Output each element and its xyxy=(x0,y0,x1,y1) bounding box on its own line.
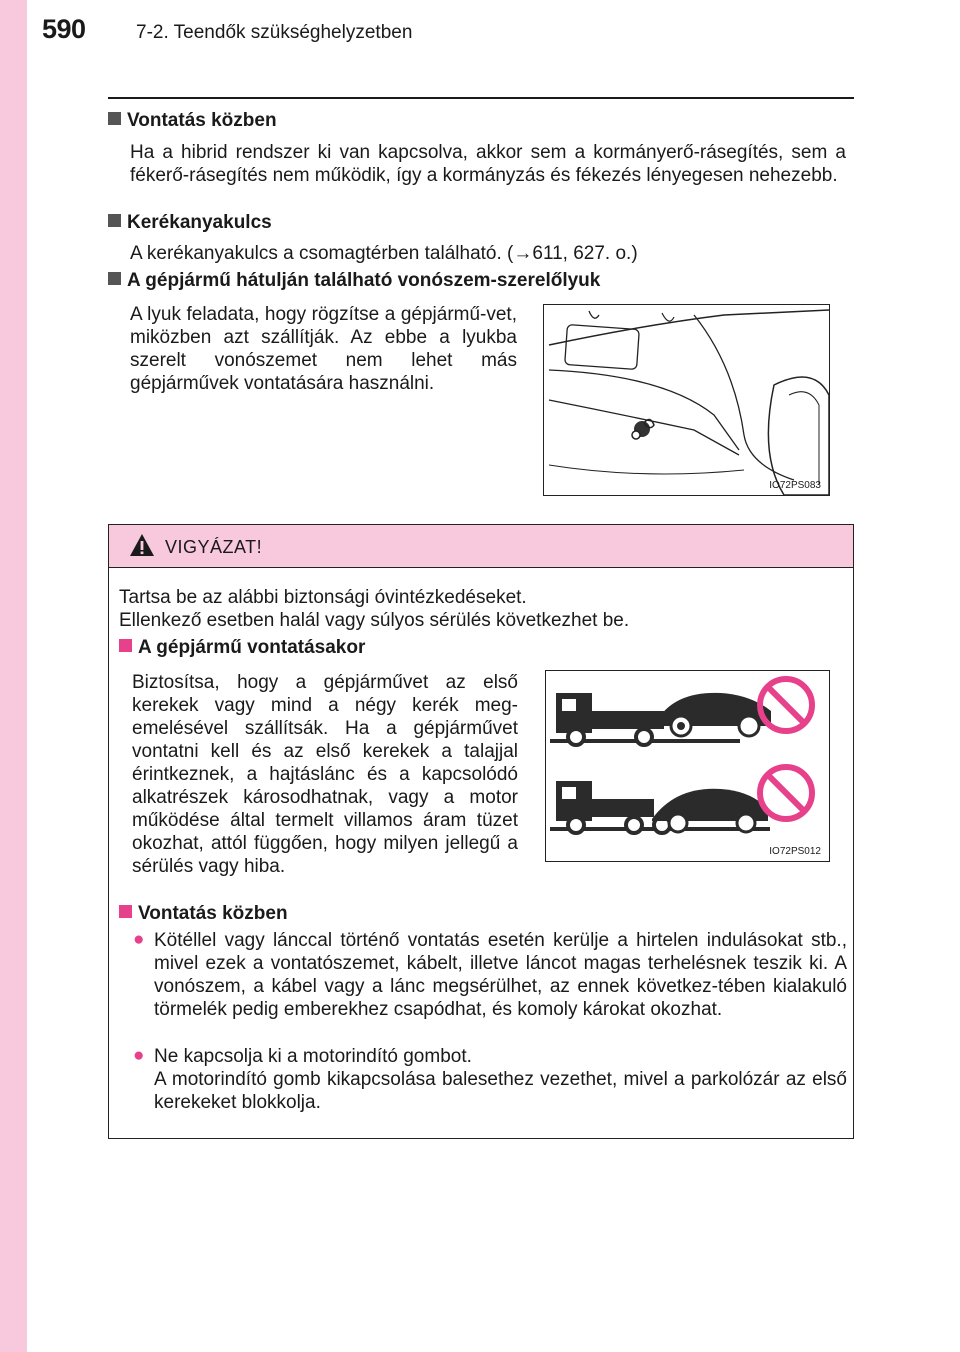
warning-bullet-2-line-2: A motorindító gomb kikapcsolása balesethez vezethet, mivel a parkolózár az első kerekeket blokkolja. xyxy=(154,1069,847,1113)
warning-sub-heading-towing-vehicle: A gépjármű vontatásakor xyxy=(119,637,365,659)
warning-box xyxy=(108,524,854,1139)
towing-body: Ha a hibrid rendszer ki van kapcsolva, akkor sem a kormányerő-rásegítés, sem a fékerő-rásegítés nem működik, így a kormányzás és fékezés lényegesen nehezebb. xyxy=(130,142,846,186)
figure-tow-truck xyxy=(545,670,830,862)
warning-sub1-body: Biztosítsa, hogy a gépjárművet az első kerekek vagy mind a négy kerék meg-emelésével szállítsák. Ha a gépjárművet vontatni kell és az első kerekek a talajjal érintkeznek, a hajtáslánc és a kapcsolódó alkatrészek károsodhatnak, vagy a motor működése által termelt villamos áram tüzet okozhat, attól függően, hogy milyen jellegű a sérülés vagy hiba. xyxy=(132,672,518,877)
square-bullet-icon xyxy=(119,905,132,918)
tow-truck-illustration xyxy=(546,671,829,861)
square-bullet-icon xyxy=(108,112,121,125)
warning-title: VIGYÁZAT! xyxy=(165,537,263,557)
wrench-body: A kerékanyakulcs a csomagtérben található. (→611, 627. o.) xyxy=(130,243,638,264)
section-heading-tow-hole: A gépjármű hátulján található vonószem-szerelőlyuk xyxy=(108,270,600,292)
warning-sub-heading-during-towing: Vontatás közben xyxy=(119,903,288,925)
circle-bullet-icon: ● xyxy=(133,929,145,950)
side-color-band xyxy=(0,0,27,1352)
header-rule xyxy=(108,97,854,99)
running-head: 7-2. Teendők szükséghelyzetben xyxy=(136,22,413,43)
page-number: 590 xyxy=(42,14,86,44)
car-rear-illustration xyxy=(544,305,829,495)
section-heading-towing: Vontatás közben xyxy=(108,110,277,132)
tow-hole-body: A lyuk feladata, hogy rögzítse a gépjármű-vet, miközben azt szállítják. Az ebbe a lyukba szerelt vonószemet nem lehet más gépjárművek vontatására használni. xyxy=(130,304,517,394)
circle-bullet-icon: ● xyxy=(133,1045,145,1066)
warning-intro-2: Ellenkező esetben halál vagy súlyos sérülés következhet be. xyxy=(119,610,630,631)
figure-rear-tow-hole xyxy=(543,304,830,496)
figure-code: IO72PS083 xyxy=(769,480,821,491)
square-bullet-icon xyxy=(108,214,121,227)
warning-bullet-2-line-1: Ne kapcsolja ki a motorindító gombot. xyxy=(154,1046,472,1067)
warning-bullet-1: Kötéllel vagy lánccal történő vontatás esetén kerülje a hirtelen indulásokat stb., mivel ezek a vontatószemet, kábelt, illetve láncot magas terhelésnek teszik ki. A vonószem, a kábel vagy a lánc megsérülhet, az ennek következ-tében kialakuló törmelék pedig emberekhez csapódhat, és komoly károkat okozhat. xyxy=(154,930,847,1020)
figure-code: IO72PS012 xyxy=(769,846,821,857)
square-bullet-icon xyxy=(108,272,121,285)
warning-header xyxy=(109,525,853,568)
warning-intro-1: Tartsa be az alábbi biztonsági óvintézkedéseket. xyxy=(119,587,527,608)
square-bullet-icon xyxy=(119,639,132,652)
section-heading-wrench: Kerékanyakulcs xyxy=(108,212,272,234)
warning-triangle-icon xyxy=(129,533,155,557)
